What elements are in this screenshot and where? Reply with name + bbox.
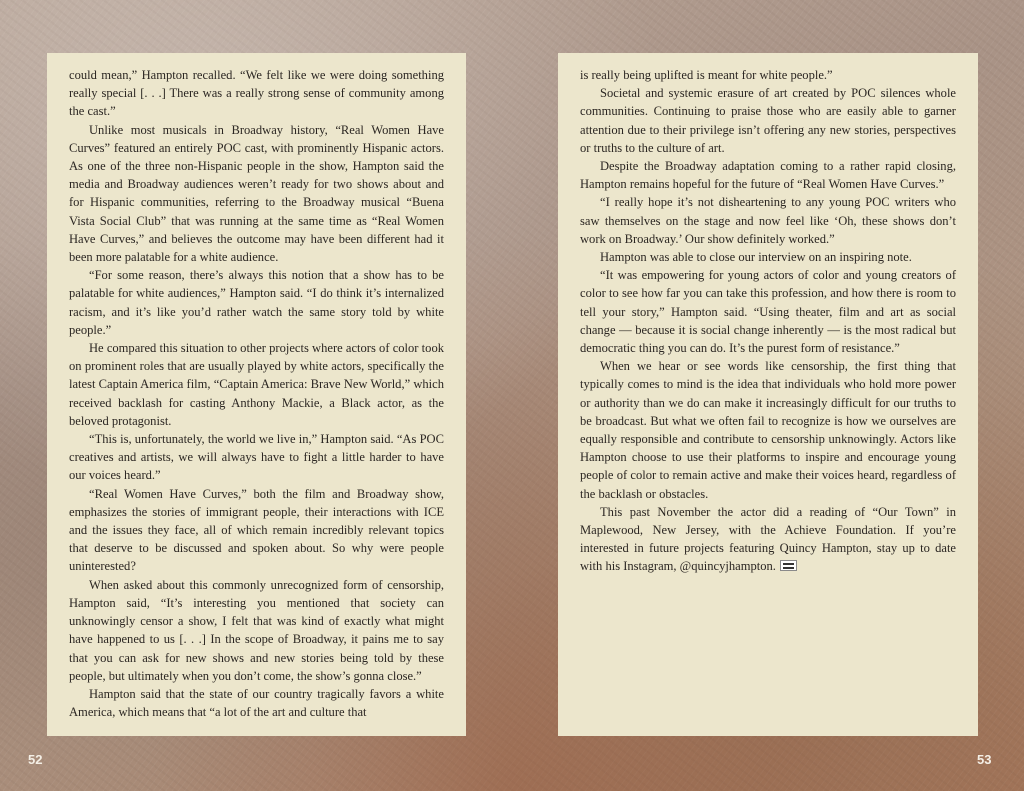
article-paragraph: “Real Women Have Curves,” both the film and Broadway show, emphasizes the stories of immigrant people, their interactions with ICE and the issues they face, all of which remain incredibly relevant topics that deserve to be discussed and spoken about. So why were people uninterested? xyxy=(69,486,444,574)
article-paragraph: When asked about this commonly unrecognized form of censorship, Hampton said, “It’s interesting you mentioned that society can unknowingly censor a show, I felt that was kind of exactly what might have happened to us [. . .] In the scope of Broadway, it pains me to say that you can ask for new shows and new stories being told by these people, but ultimately when you don’t come, the show’s gonna close.” xyxy=(69,577,444,683)
article-paragraph: “It was empowering for young actors of color and young creators of color to see how far you can take this profession, and how there is room to tell your story,” Hampton said. “Using theater, film and art as social change — because it is social change inherently — is the most radical but democratic thing you can do. It’s the purest form of resistance.” xyxy=(580,268,956,356)
article-paragraph: Unlike most musicals in Broadway history, “Real Women Have Curves” featured an entirely POC cast, with prominently Hispanic actors. As one of the three non-Hispanic people in the show, Hampton said the media and Broadway audiences weren’t ready for two shows about and for Hispanic communities, referring to the Broadway musical “Buena Vista Social Club” that was running at the same time as “Real Women Have Curves,” and believes the outcome may have been different had it been more palatable for a white audience. xyxy=(69,122,444,265)
article-paragraph: could mean,” Hampton recalled. “We felt like we were doing something really special [. . .] There was a really strong sense of community among the cast.” xyxy=(69,68,444,119)
left-page-text-panel xyxy=(47,53,466,736)
closing-paragraph-text: This past November the actor did a reading of “Our Town” in Maplewood, New Jersey, with the Achieve Foundation. If you’re interested in future projects featuring Quincy Hampton, stay up to date with his Instagram, @quincyjhampton. xyxy=(580,504,956,574)
article-paragraph: He compared this situation to other projects where actors of color took on prominent roles that are usually played by white actors, specifically the latest Captain America film, “Captain America: Brave New World,” which received backlash for casting Anthony Mackie, a Black actor, as the beloved protagonist. xyxy=(69,341,444,428)
page-number-right: 53 xyxy=(977,752,992,767)
article-paragraph: is really being uplifted is meant for white people.” xyxy=(580,68,833,82)
article-paragraph: When we hear or see words like censorship, the first thing that typically comes to mind is the idea that individuals who hold more power or authority than we do can make it increasingly difficult for our truths to be broadcast. But what we often fail to recognize is how we ourselves are equally responsible and contribute to censorship unknowingly. Actors like Hampton choose to use their platforms to inspire and encourage young people of color to remain active and make their voices heard, regardless of the backlash or obstacles. xyxy=(580,359,956,501)
article-paragraph: “I really hope it’s not disheartening to any young POC writers who saw themselves on the stage and now feel like ‘Oh, these shows don’t work on Broadway.’ Our show definitely worked.” xyxy=(580,195,956,246)
end-of-article-logo-icon xyxy=(780,560,797,571)
page-number-left: 52 xyxy=(28,752,43,767)
article-paragraph: Hampton said that the state of our country tragically favors a white America, which means that “a lot of the art and culture that xyxy=(69,686,444,720)
article-paragraph: Despite the Broadway adaptation coming to a rather rapid closing, Hampton remains hopeful for the future of “Real Women Have Curves.” xyxy=(580,159,956,192)
right-page-text-panel xyxy=(558,53,978,736)
article-paragraph: Hampton was able to close our interview on an inspiring note. xyxy=(600,250,912,265)
article-paragraph: “For some reason, there’s always this notion that a show has to be palatable for white audiences,” Hampton said. “I do think it’s internalized racism, and it’s like you’d rather watch the same story told by white people.” xyxy=(69,268,444,337)
article-closing-paragraph xyxy=(580,503,956,576)
article-paragraph: “This is, unfortunately, the world we live in,” Hampton said. “As POC creatives and artists, we will always have to fight a little harder to have our voices heard.” xyxy=(69,432,444,483)
article-paragraph: Societal and systemic erasure of art created by POC silences whole communities. Continuing to praise those who are easily able to garner attention due to their privilege isn’t offering any new stories, perspectives or truths to the culture of art. xyxy=(580,86,956,155)
